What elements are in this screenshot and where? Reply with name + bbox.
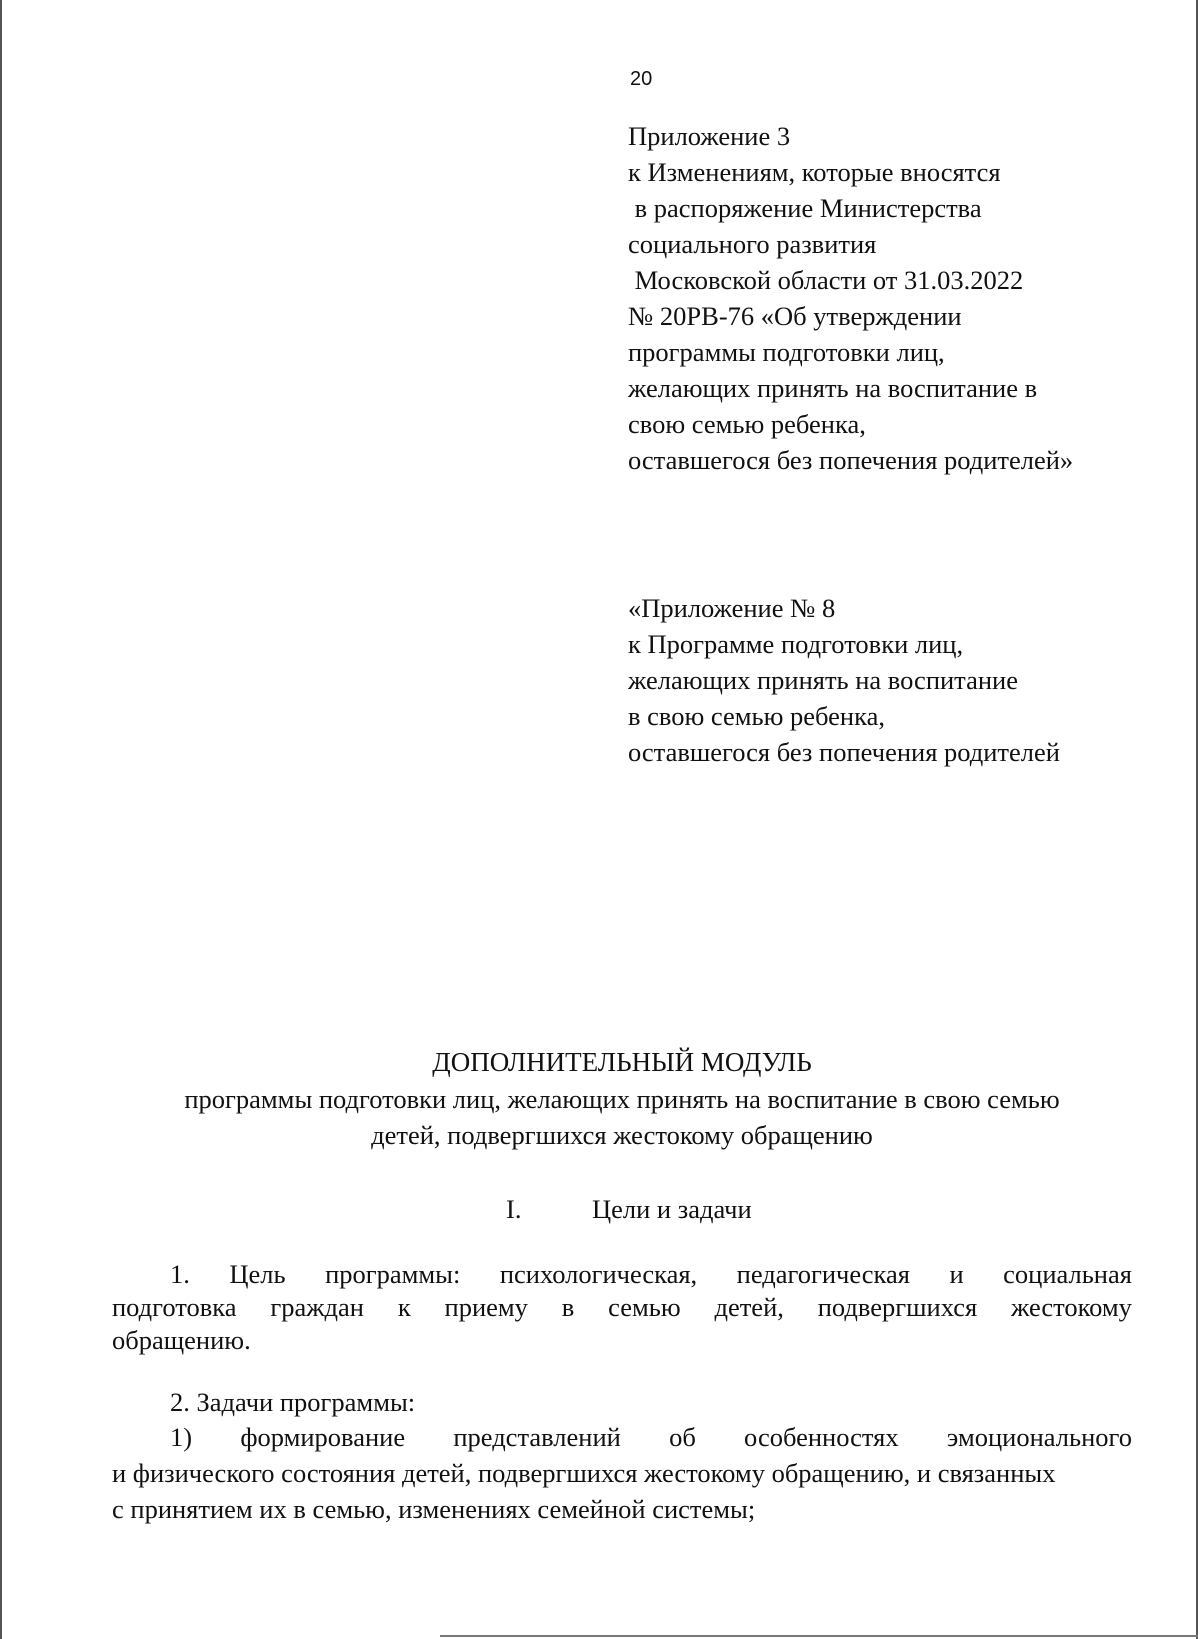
paragraph-word: социальная [1003, 1259, 1132, 1289]
paragraph-word: программы: [325, 1259, 461, 1289]
scan-left-edge [0, 0, 2, 1639]
paragraph-word: об [669, 1422, 696, 1452]
appendix-header-line: Московской области от 31.03.2022 [628, 265, 1024, 295]
document-title: ДОПОЛНИТЕЛЬНЫЙ МОДУЛЬ [432, 1047, 812, 1077]
paragraph-3-line: с принятием их в семью, изменениях семейной системы; [112, 1494, 756, 1524]
paragraph-word: граждан [270, 1292, 364, 1322]
appendix-header [628, 118, 1073, 478]
section-number: I. [506, 1194, 522, 1224]
paragraph-word: детей, [714, 1292, 784, 1322]
paragraph-1-line: обращению. [112, 1325, 251, 1355]
program-appendix-line: оставшегося без попечения родителей [628, 737, 1060, 767]
section-heading [506, 1191, 752, 1227]
paragraph-1-line [112, 1291, 1132, 1324]
appendix-header-line: социального развития [628, 229, 877, 259]
paragraph-word: семью [608, 1292, 681, 1322]
paragraph-word: 1) [170, 1422, 193, 1452]
appendix-header-line: свою семью ребенка, [628, 409, 866, 439]
page-number: 20 [630, 68, 653, 90]
appendix-header-line: желающих принять на воспитание в [628, 373, 1038, 403]
paragraph-word: в [561, 1292, 575, 1322]
appendix-header-line: № 20РВ-76 «Об утверждении [628, 301, 962, 331]
paragraph-word: представлений [453, 1422, 621, 1452]
appendix-header-line: в распоряжение Министерства [628, 193, 982, 223]
paragraph-word: эмоционального [946, 1422, 1132, 1452]
paragraph-word: к [397, 1292, 411, 1322]
paragraph-word: подвергшихся [817, 1292, 978, 1322]
appendix-header-line: программы подготовки лиц, [628, 337, 945, 367]
paragraph-word: и [949, 1259, 964, 1289]
paragraph-word: психологическая, [499, 1259, 698, 1289]
document-subtitle-line: программы подготовки лиц, желающих принять на воспитание в свою семью [184, 1084, 1060, 1114]
paragraph-word: 1. [170, 1259, 190, 1289]
program-appendix-line: «Приложение № 8 [628, 593, 836, 623]
paragraph-word: жестокому [1011, 1292, 1132, 1322]
paragraph-word: приему [444, 1292, 528, 1322]
document-subtitle-line: детей, подвергшихся жестокому обращению [371, 1120, 873, 1150]
program-appendix-line: в свою семью ребенка, [628, 701, 885, 731]
appendix-header-line: оставшегося без попечения родителей» [628, 445, 1074, 475]
appendix-header-line: к Изменениям, которые вносятся [628, 157, 1001, 187]
paragraph-3-line [170, 1421, 1132, 1454]
paragraph-1-line [170, 1258, 1132, 1291]
paragraph-word: особенностях [744, 1422, 899, 1452]
scan-right-edge [1196, 0, 1198, 1639]
paragraph-word: подготовка [112, 1292, 237, 1322]
scan-bottom-edge [440, 1635, 1198, 1637]
program-appendix-line: к Программе подготовки лиц, [628, 629, 964, 659]
paragraph-2: 2. Задачи программы: [170, 1387, 416, 1417]
program-appendix-line: желающих принять на воспитание [628, 665, 1018, 695]
program-appendix-header [628, 590, 1060, 770]
paragraph-3-line: и физического состояния детей, подвергшихся жестокому обращению, и связанных [112, 1458, 1056, 1488]
appendix-header-line: Приложение 3 [628, 121, 791, 151]
section-title: Цели и задачи [592, 1194, 752, 1224]
paragraph-word: Цель [229, 1259, 286, 1289]
paragraph-word: формирование [240, 1422, 406, 1452]
paragraph-word: педагогическая [736, 1259, 910, 1289]
